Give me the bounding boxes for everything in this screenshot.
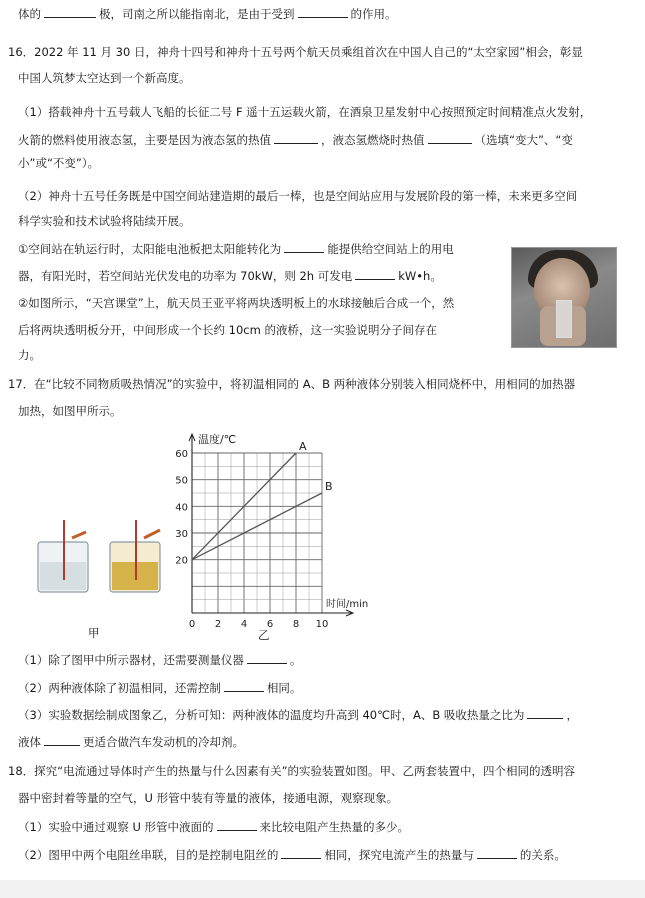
answer-blank[interactable] — [224, 679, 264, 692]
x-tick-label: 10 — [315, 619, 329, 630]
y-tick-label: 20 — [175, 555, 188, 567]
x-tick-label: 4 — [240, 619, 248, 630]
q16-intro-1: 16．2022 年 11 月 30 日，神舟十四号和神舟十五号两个航天员乘组首次在中国人自己的“太空家园”相会，彰显 — [8, 45, 583, 59]
x-tick-label: 6 — [266, 619, 274, 630]
answer-blank[interactable] — [281, 846, 321, 859]
q18-intro-2: 器中密封着等量的空气，U 形管中装有等量的液体，接通电源，观察现象。 — [18, 791, 399, 805]
q16-s2-3: 力。 — [18, 348, 41, 362]
answer-blank[interactable] — [217, 818, 257, 831]
x-tick-label: 2 — [214, 619, 222, 630]
figure-label-yi: 乙 — [258, 628, 270, 642]
q16-s2-1: ②如图所示，“天宫课堂”上，航天员王亚平将两块透明板上的水球接触后合成一个，然 — [18, 296, 455, 310]
y-tick-label: 30 — [175, 529, 188, 540]
y-axis-label: 温度/℃ — [198, 433, 237, 446]
answer-blank[interactable] — [44, 733, 80, 746]
q16-s1-1: ①空间站在轨运行时，太阳能电池板把太阳能转化为 能提供给空间站上的用电 — [18, 242, 454, 256]
temperature-time-chart — [168, 425, 368, 635]
answer-blank[interactable] — [298, 5, 348, 18]
answer-blank[interactable] — [428, 131, 472, 144]
answer-blank[interactable] — [355, 267, 395, 280]
page-footer-bar — [0, 880, 645, 898]
q15-fragment: 体的 极，司南之所以能指南北，是由于受到 的作用。 — [18, 7, 397, 21]
q18-q1: （1）实验中通过观察 U 形管中液面的 来比较电阻产生热量的多少。 — [18, 820, 410, 834]
q17-q3-cont: 液体 更适合做汽车发动机的冷却剂。 — [18, 735, 244, 749]
q16-s2-2: 后将两块透明板分开，中间形成一个长约 10cm 的液桥，这一实验说明分子间存在 — [18, 323, 437, 337]
q17-q2: （2）两种液体除了初温相同，还需控制 相同。 — [18, 681, 302, 695]
q17-intro-2: 加热，如图甲所示。 — [18, 404, 122, 418]
x-axis-label: 时间/min — [326, 599, 368, 610]
q16-intro-2: 中国人筑梦太空达到一个新高度。 — [18, 71, 191, 85]
answer-blank[interactable] — [477, 846, 517, 859]
q17-intro-1: 17．在“比较不同物质吸热情况”的实验中，将初温相同的 A、B 两种液体分别装入相同烧杯中，用相同的加热器 — [8, 377, 576, 391]
x-tick-label: 0 — [188, 619, 196, 630]
q16-s1-2: 器，有阳光时，若空间站光伏发电的功率为 70kW，则 2h 可发电 kW•h。 — [18, 269, 442, 283]
answer-blank[interactable] — [44, 5, 96, 18]
beakers-figure — [30, 520, 180, 600]
answer-blank[interactable] — [527, 706, 563, 719]
q17-q3: （3）实验数据绘制成图象乙，分析可知：两种液体的温度均升高到 40℃时，A、B 吸收热量之比为 ， — [18, 708, 578, 722]
q18-q2: （2）图甲中两个电阻丝串联，目的是控制电阻丝的 相同，探究电流产生的热量与 的关系。 — [18, 848, 566, 862]
y-tick-label: 50 — [175, 475, 188, 487]
q17-q1: （1）除了图甲中所示器材，还需要测量仪器 。 — [18, 653, 302, 667]
q16-p2-1: （2）神舟十五号任务既是中国空间站建造期的最后一棒，也是空间站应用与发展阶段的第一棒，未来更多空间 — [18, 189, 578, 203]
q16-p1-2: 火箭的燃料使用液态氢，主要是因为液态氢的热值 ，液态氢燃烧时热值 （选填“变大”、“变 — [18, 133, 573, 147]
q18-intro-1: 18．探究“电流通过导体时产生的热量与什么因素有关”的实验装置如图。甲、乙两套装置中，四个相同的透明容 — [8, 764, 576, 778]
figure-label-jia: 甲 — [88, 626, 100, 640]
astronaut-photo — [511, 247, 617, 348]
y-tick-label: 60 — [175, 449, 188, 460]
q16-p2-2: 科学实验和技术试验将陆续开展。 — [18, 214, 191, 228]
q16-p1-1: （1）搭载神舟十五号载人飞船的长征二号 F 遥十五运载火箭，在酒泉卫星发射中心按照预定时间精准点火发射， — [18, 105, 592, 119]
answer-blank[interactable] — [247, 651, 287, 664]
x-tick-label: 8 — [292, 619, 300, 630]
answer-blank[interactable] — [284, 240, 324, 253]
series-label-B: B — [325, 480, 333, 493]
y-tick-label: 40 — [175, 502, 188, 514]
series-label-A: A — [299, 440, 307, 453]
q16-p1-3: 小”或“不变”）。 — [18, 156, 100, 170]
answer-blank[interactable] — [274, 131, 318, 144]
